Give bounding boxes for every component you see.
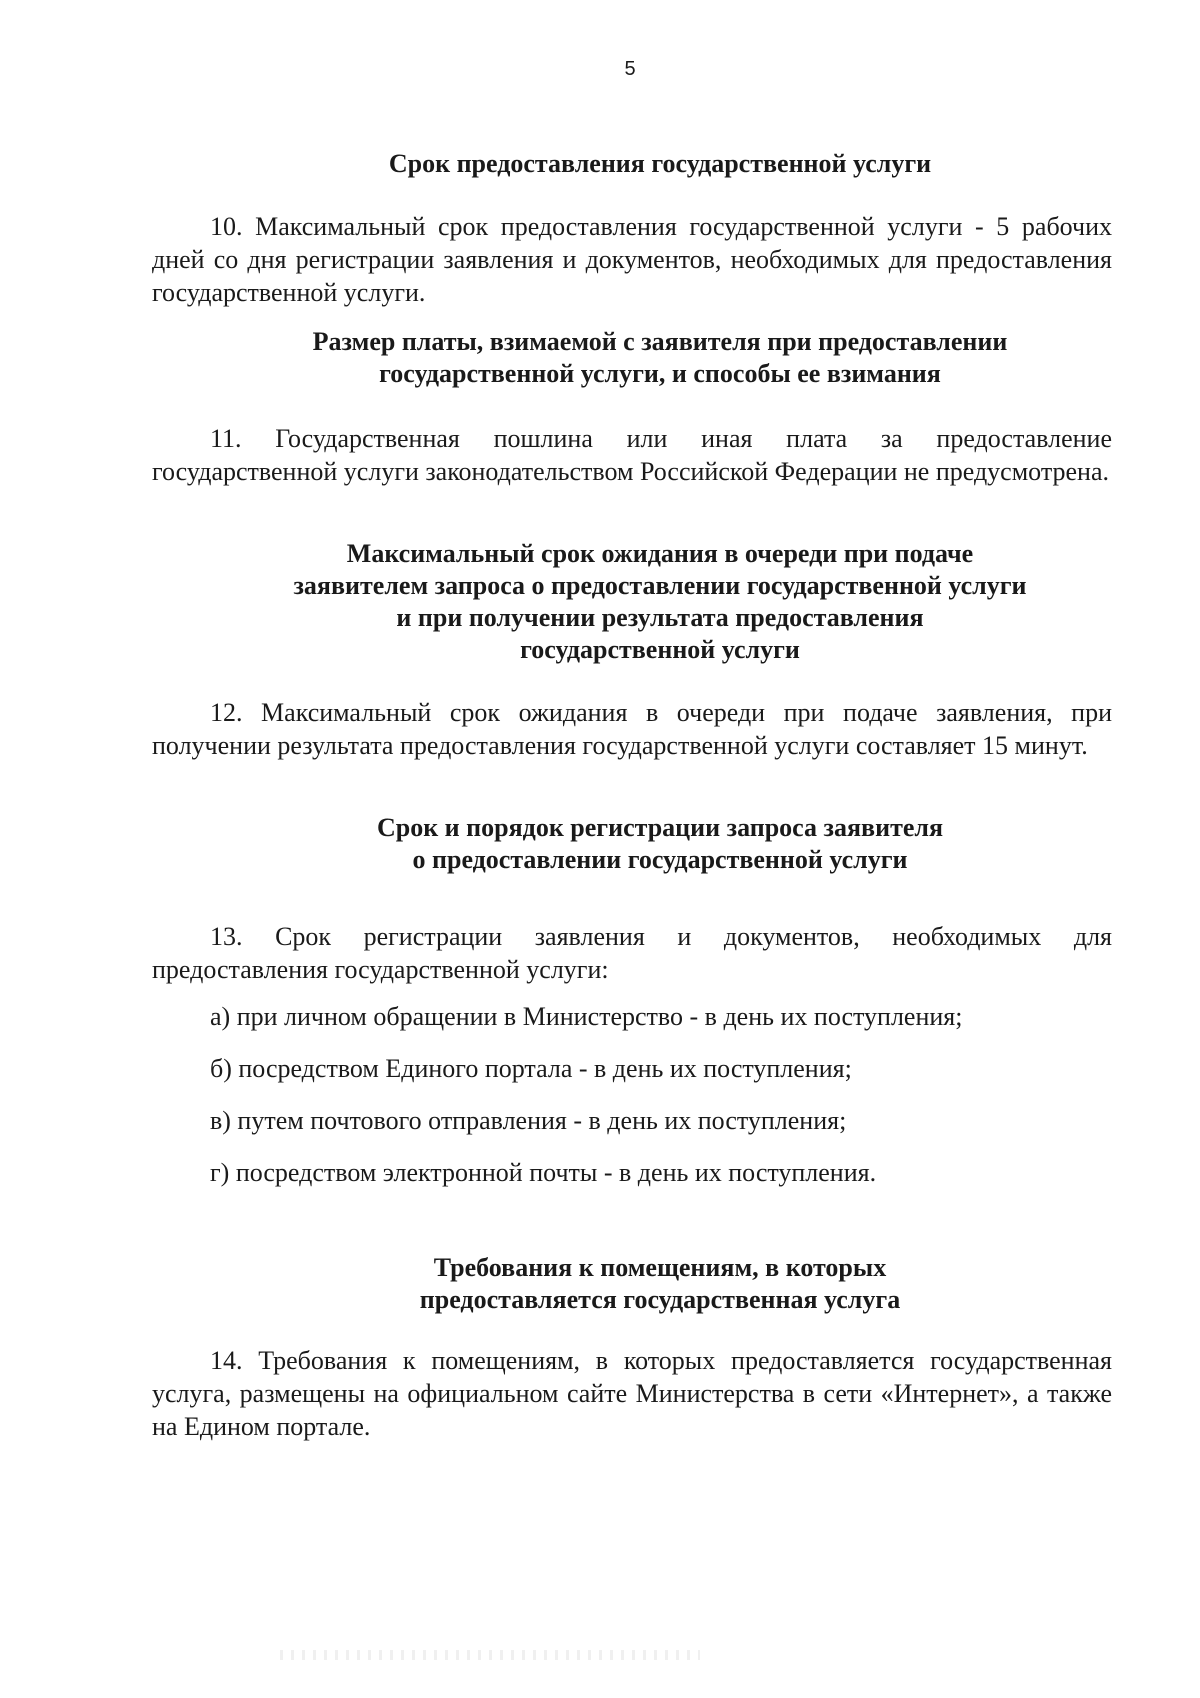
list-item: в) путем почтового отправления - в день их поступления; <box>210 1106 847 1135</box>
heading-line: о предоставлении государственной услуги <box>412 845 908 874</box>
heading-line: предоставляется государственная услуга <box>419 1285 901 1314</box>
list-item: б) посредством Единого портала - в день их поступления; <box>210 1054 852 1083</box>
heading-line: Срок и порядок регистрации запроса заявителя <box>376 813 944 842</box>
section-heading-premises <box>0 1252 1200 1316</box>
heading-line: и при получении результата предоставления <box>396 603 924 632</box>
paragraph-11: 11. Государственная пошлина или иная плата за предоставление государственной услуги законодательством Российской Федерации не предусмотрена. <box>152 424 1112 486</box>
paragraph-13: 13. Срок регистрации заявления и документов, необходимых для предоставления государственной услуги: <box>152 922 1112 984</box>
paragraph-10: 10. Максимальный срок предоставления государственной услуги - 5 рабочих дней со дня регистрации заявления и документов, необходимых для предоставления государственной услуги. <box>152 212 1112 307</box>
list-item: г) посредством электронной почты - в день их поступления. <box>210 1158 877 1187</box>
heading-line: государственной услуги <box>520 635 800 664</box>
heading-line: Срок предоставления государственной услуги <box>388 149 932 178</box>
heading-line: государственной услуги, и способы ее взимания <box>379 359 941 388</box>
section-heading-queue <box>0 538 1200 666</box>
scan-artifact <box>280 1650 700 1660</box>
heading-line: Требования к помещениям, в которых <box>433 1253 887 1282</box>
list-item: а) при личном обращении в Министерство - в день их поступления; <box>210 1002 963 1031</box>
paragraph-14: 14. Требования к помещениям, в которых предоставляется государственная услуга, размещены на официальном сайте Министерства в сети «Интернет», а также на Едином портале. <box>152 1346 1112 1441</box>
page-number: 5 <box>624 58 636 80</box>
heading-line: Размер платы, взимаемой с заявителя при предоставлении <box>312 327 1008 356</box>
section-heading-registration <box>0 812 1200 876</box>
heading-line: заявителем запроса о предоставлении государственной услуги <box>293 571 1027 600</box>
section-heading-term <box>0 148 1200 180</box>
heading-line: Максимальный срок ожидания в очереди при подаче <box>346 539 974 568</box>
section-heading-fee <box>0 326 1200 390</box>
paragraph-12: 12. Максимальный срок ожидания в очереди при подаче заявления, при получении результата предоставления государственной услуги составляет 15 минут. <box>152 698 1112 760</box>
